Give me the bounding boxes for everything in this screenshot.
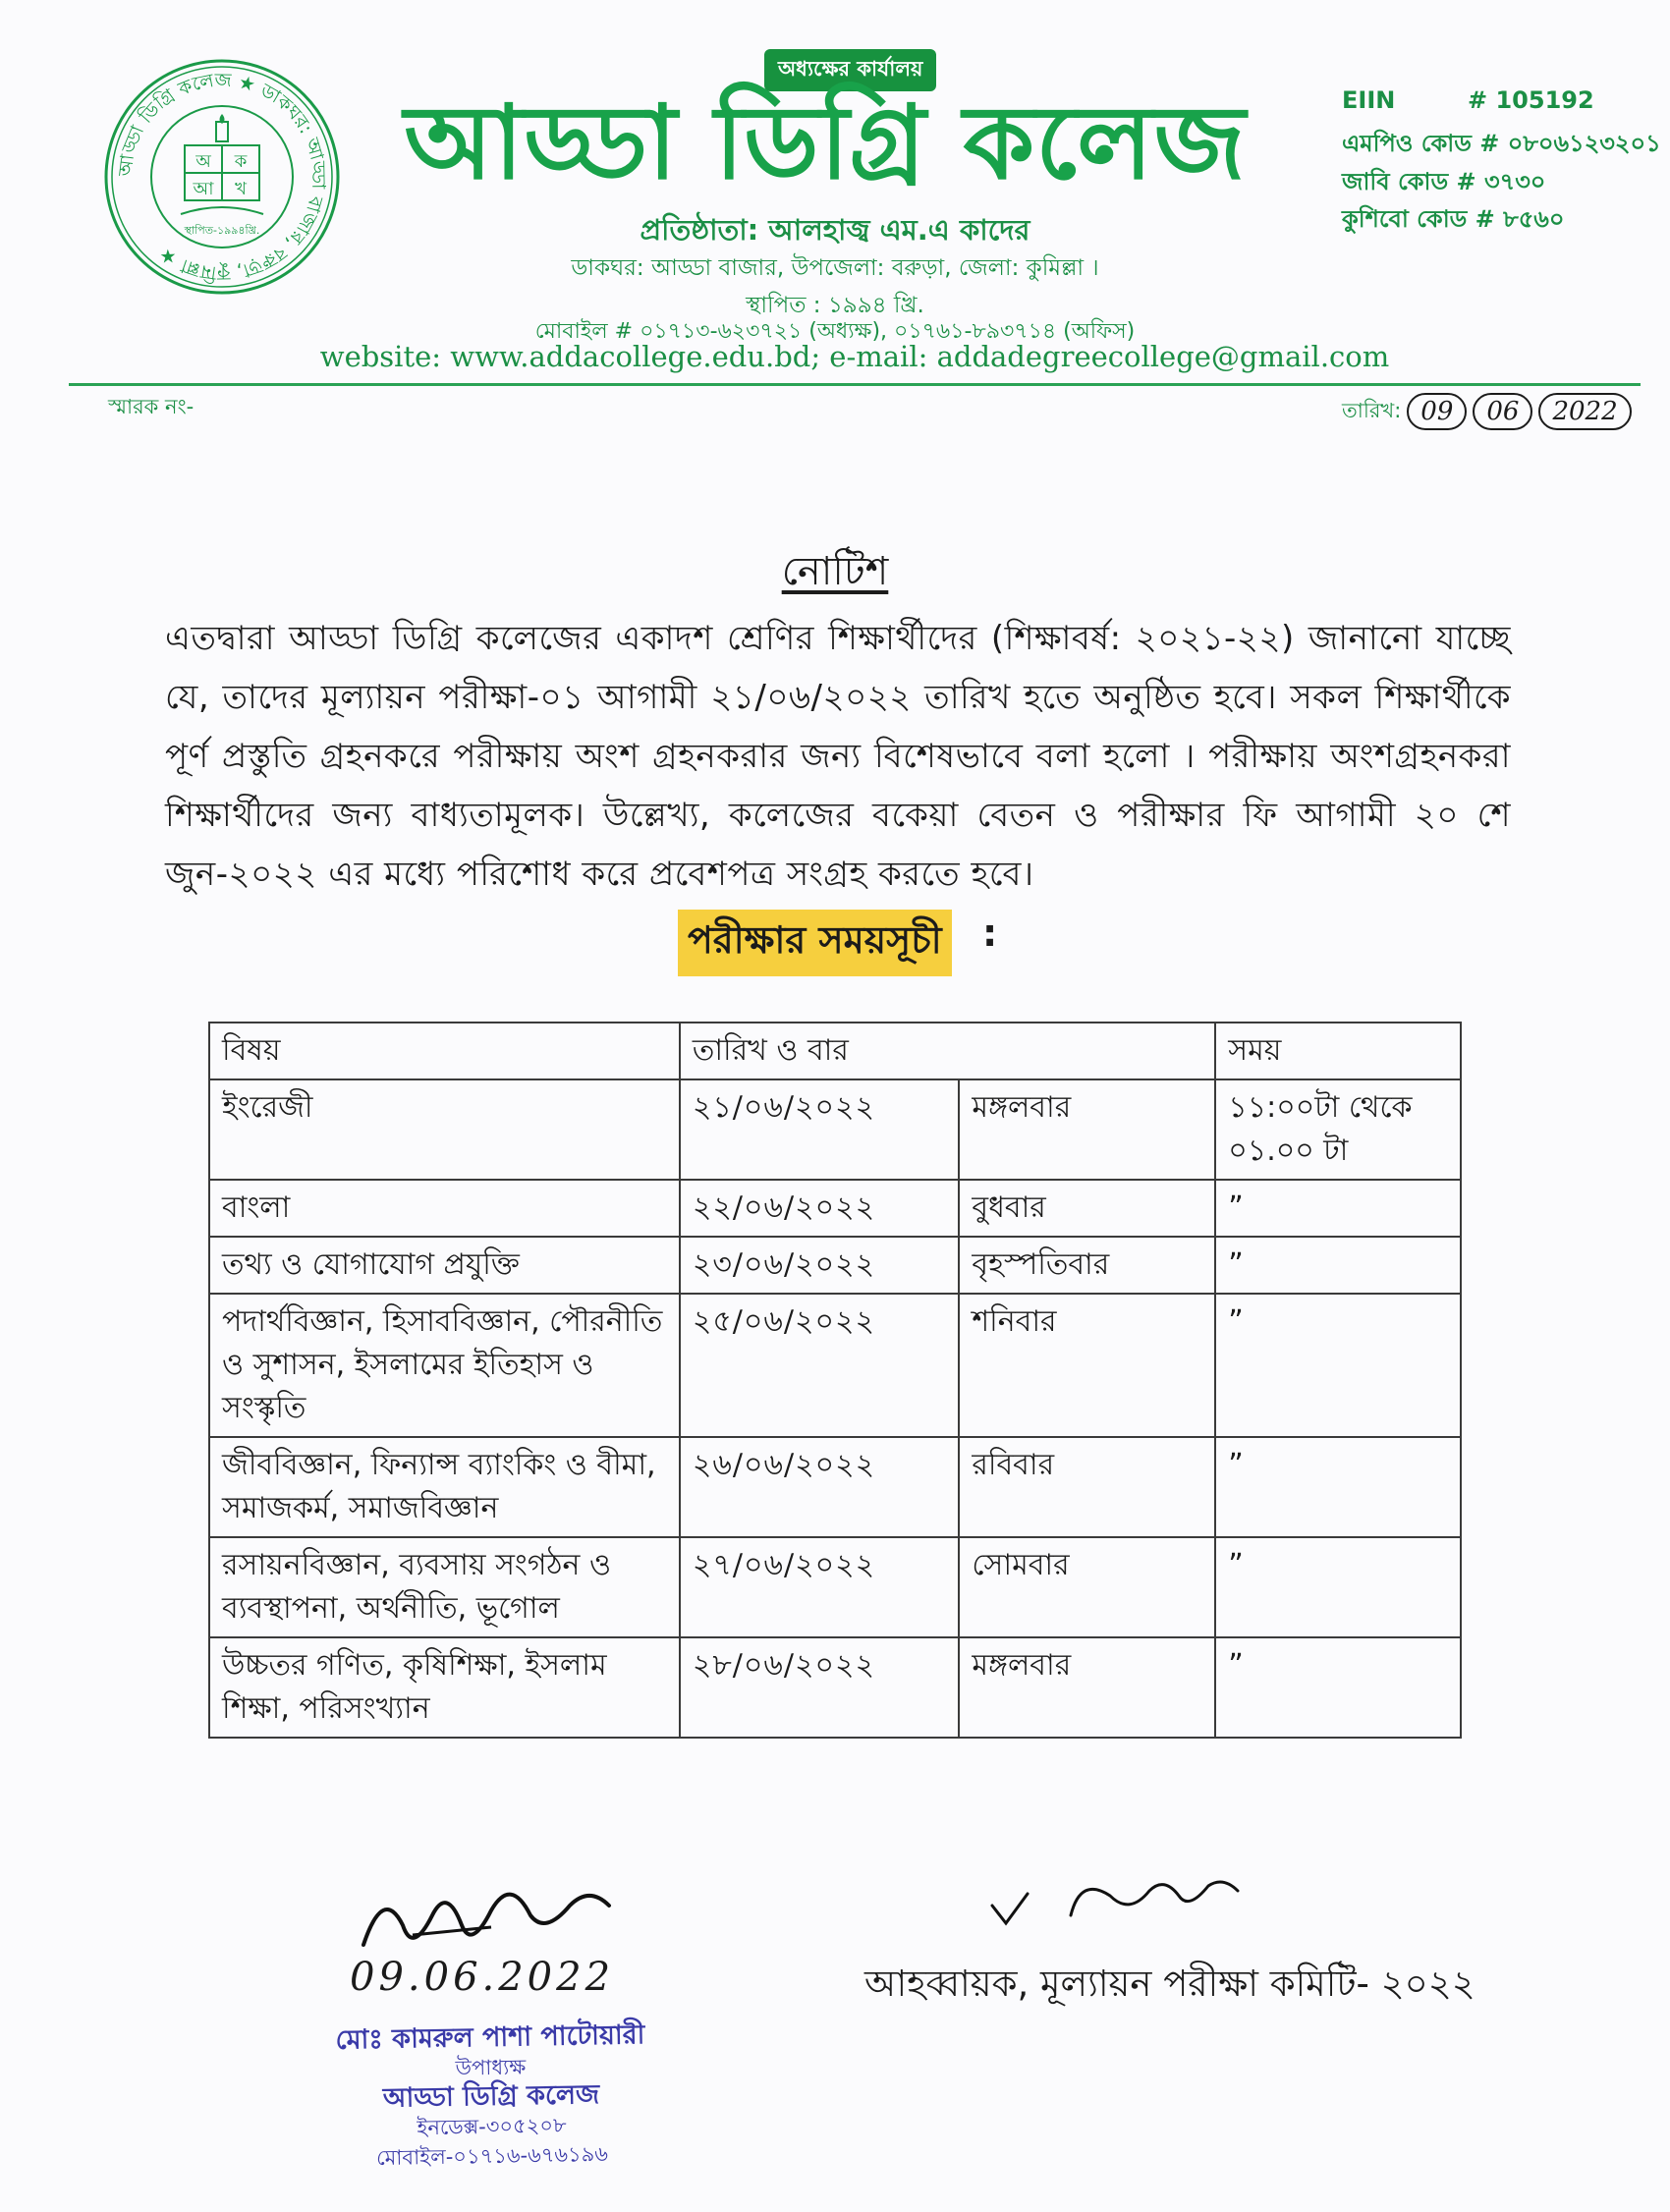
day-cell: সোমবার [959,1537,1215,1637]
established-line: স্থাপিত : ১৯৯৪ খ্রি. [746,293,924,318]
table-row [209,1437,1461,1537]
date-day: 09 [1407,393,1467,430]
date-cell: ২৩/০৬/২০২২ [680,1237,960,1294]
founder-line: প্রতিষ্ঠাতা: আলহাজ্ব এম.এ কাদের [640,213,1030,247]
table-row [209,1294,1461,1437]
subject-cell: জীববিজ্ঞান, ফিন্যান্স ব্যাংকিং ও বীমা, সমাজকর্ম, সমাজবিজ্ঞান [209,1437,680,1537]
nu-code: জাবি কোড # ৩৭৩০ [1342,168,1546,195]
day-cell: শনিবার [959,1294,1215,1437]
date-cell: ২৭/০৬/২০২২ [680,1537,960,1637]
table-row [209,1180,1461,1237]
vice-principal-stamp [328,2020,655,2174]
convenor-title: আহব্বায়ক, মূল্যায়ন পরীক্ষা কমিটি- ২০২২ [864,1963,1475,2005]
date-cell: ২৬/০৬/২০২২ [680,1437,960,1537]
svg-text:আড্ডা ডিগ্রি কলেজ ★ ডাকঘর: আড্: আড্ডা ডিগ্রি কলেজ ★ ডাকঘর: আড্ডা বাজার, বরুড়া, কুমিল্লা ★ [114,69,330,285]
svg-text:অ: অ [195,151,211,172]
subject-cell: পদার্থবিজ্ঞান, হিসাববিজ্ঞান, পৌরনীতি ও সুশাসন, ইসলামের ইতিহাস ও সংস্কৃতি [209,1294,680,1437]
eiin-value: # 105192 [1468,86,1594,114]
mobile-line: মোবাইল # ০১৭১৩-৬২৩৭২১ (অধ্যক্ষ), ০১৭৬১-৮৯৩৭১৪ (অফিস) [534,319,1136,344]
address-line: ডাকঘর: আড্ডা বাজার, উপজেলা: বরুড়া, জেলা: কুমিল্লা । [571,255,1099,281]
table-row [209,1079,1461,1180]
date-cell: ২৮/০৬/২০২২ [680,1637,960,1738]
exam-schedule-table [208,1022,1462,1739]
svg-text:আ: আ [193,179,214,199]
header-date-day: তারিখ ও বার [680,1023,1215,1079]
date-cell: ২২/০৬/২০২২ [680,1180,960,1237]
table-header-row [209,1023,1461,1079]
table-row [209,1537,1461,1637]
day-cell: রবিবার [959,1437,1215,1537]
date-month: 06 [1473,393,1532,430]
memo-number-label: স্মারক নং- [108,395,195,418]
subject-cell: উচ্চতর গণিত, কৃষিশিক্ষা, ইসলাম শিক্ষা, পরিসংখ্যান [209,1637,680,1738]
table-row [209,1637,1461,1738]
svg-text:ক: ক [234,151,248,172]
convenor-signature [982,1866,1277,1955]
subject-cell: ইংরেজী [209,1079,680,1180]
time-cell: ” [1215,1237,1461,1294]
day-cell: বৃহস্পতিবার [959,1237,1215,1294]
signature-date: 09.06.2022 [350,1955,615,2000]
stamp-mobile: মোবাইল-০১৭১৬-৬৭৬১৯৬ [375,2141,609,2171]
header-divider [69,383,1641,386]
time-cell: ” [1215,1294,1461,1437]
day-cell: মঙ্গলবার [959,1637,1215,1738]
college-seal-logo [102,57,342,297]
header-subject: বিষয় [209,1023,680,1079]
subject-cell: রসায়নবিজ্ঞান, ব্যবসায় সংগঠন ও ব্যবস্থাপনা, অর্থনীতি, ভূগোল [209,1537,680,1637]
time-cell: ” [1215,1637,1461,1738]
notice-title: নোটিশ [781,549,889,594]
stamp-name: মোঃ কামরুল পাশা পাটোয়ারী [335,2019,645,2056]
stamp-index: ইনডেক্স-৩০৫২০৮ [417,2113,567,2140]
day-cell: মঙ্গলবার [959,1079,1215,1180]
time-cell: ” [1215,1437,1461,1537]
kushibo-code: কুশিবো কোড # ৮৫৬০ [1342,205,1565,233]
svg-text:খ: খ [235,179,247,199]
notice-body: এতদ্বারা আড্ডা ডিগ্রি কলেজের একাদশ শ্রেণির শিক্ষার্থীদের (শিক্ষাবর্ষ: ২০২১-২২) জানানো যাচ্ছে যে, তাদের মূল্যায়ন পরীক্ষা-০১ আগামী ২১/০৬/২০২২ তারিখ হতে অনুষ্ঠিত হবে। সকল শিক্ষার্থীকে পূর্ণ প্রস্তুতি গ্রহনকরে পরীক্ষায় অংশ গ্রহনকরার জন্য বিশেষভাবে বলা হলো । পরীক্ষায় অংশগ্রহনকরা শিক্ষার্থীদের জন্য বাধ্যতামূলক। উল্লেখ্য, কলেজের বকেয়া বেতন ও পরীক্ষার ফি আগামী ২০ শে জুন-২০২২ এর মধ্যে পরিশোধ করে প্রবেশপত্র সংগ্রহ করতে হবে। [165,619,1511,894]
issue-date [1342,393,1632,430]
stamp-title: উপাধ্যক্ষ [455,2055,527,2080]
schedule-heading-colon: : [982,912,998,955]
time-cell: ১১:০০টা থেকে ০১.০০ টা [1215,1079,1461,1180]
mpo-code: এমপিও কোড # ০৮০৬১২৩২০১ [1342,130,1661,157]
time-cell: ” [1215,1537,1461,1637]
header-time: সময় [1215,1023,1461,1079]
college-name: আড্ডা ডিগ্রি কলেজ [404,83,1247,202]
stamp-college: আড্ডা ডিগ্রি কলেজ [382,2079,600,2114]
office-badge: অধ্যক্ষের কার্যালয় [764,49,936,91]
date-label: তারিখ: [1342,398,1402,422]
date-cell: ২৫/০৬/২০২২ [680,1294,960,1437]
eiin-label: EIIN [1342,86,1396,114]
time-cell: ” [1215,1180,1461,1237]
website-email-line: website: www.addacollege.edu.bd; e-mail: addadegreecollege@gmail.com [319,340,1390,373]
subject-cell: তথ্য ও যোগাযোগ প্রযুক্তি [209,1237,680,1294]
subject-cell: বাংলা [209,1180,680,1237]
day-cell: বুধবার [959,1180,1215,1237]
date-year: 2022 [1538,393,1631,430]
schedule-heading: পরীক্ষার সময়সূচী [678,910,952,976]
svg-text:স্থাপিত-১৯৯৪খ্রি.: স্থাপিত-১৯৯৪খ্রি. [184,224,260,237]
date-cell: ২১/০৬/২০২২ [680,1079,960,1180]
table-row [209,1237,1461,1294]
